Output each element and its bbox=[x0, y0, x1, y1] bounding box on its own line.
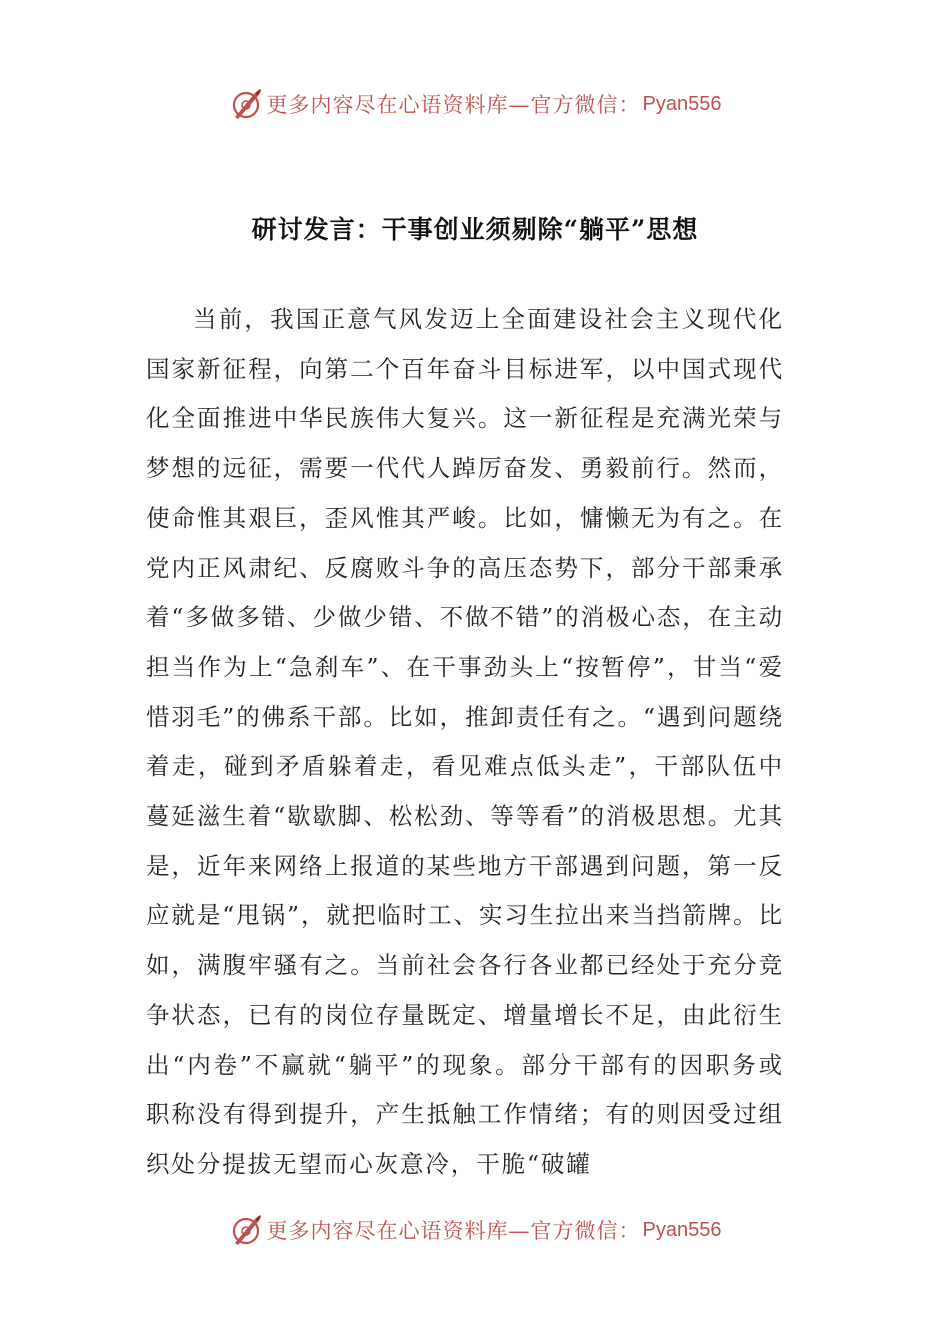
watermark-text: 更多内容尽在心语资料库—官方微信： bbox=[266, 1219, 641, 1243]
pen-circle-logo-icon bbox=[229, 1213, 263, 1247]
watermark-footer bbox=[0, 1210, 950, 1250]
watermark-text: 更多内容尽在心语资料库—官方微信： bbox=[266, 93, 641, 117]
watermark-wechat-id: Pyan556 bbox=[642, 1218, 722, 1241]
body-paragraph: 当前，我国正意气风发迈上全面建设社会主义现代化国家新征程，向第二个百年奋斗目标进军，以中国式现代化全面推进中华民族伟大复兴。这一新征程是充满光荣与梦想的远征，需要一代代人踔厉奋发、勇毅前行。然而，使命惟其艰巨，歪风惟其严峻。比如，慵懒无为有之。在党内正风肃纪、反腐败斗争的高压态势下，部分干部秉承着“多做多错、少做少错、不做不错”的消极心态，在主动担当作为上“急刹车”、在干事劲头上“按暂停”，甘当“爱惜羽毛”的佛系干部。比如，推卸责任有之。“遇到问题绕着走，碰到矛盾躲着走，看见难点低头走”，干部队伍中蔓延滋生着“歇歇脚、松松劲、等等看”的消极思想。尤其是，近年来网络上报道的某些地方干部遇到问题，第一反应就是“甩锅”，就把临时工、实习生拉出来当挡箭牌。比如，满腹牢骚有之。当前社会各行各业都已经处于充分竞争状态，已有的岗位存量既定、增量增长不足，由此衍生出“内卷”不赢就“躺平”的现象。部分干部有的因职务或职称没有得到提升，产生抵触工作情绪；有的则因受过组织处分提拔无望而心灰意冷，干脆“破罐 bbox=[146, 305, 784, 1178]
pen-circle-logo-icon bbox=[229, 87, 263, 121]
document-title: 研讨发言：干事创业须剔除“躺平”思想 bbox=[251, 215, 699, 244]
watermark-header bbox=[0, 84, 950, 124]
watermark-wechat-id: Pyan556 bbox=[642, 92, 722, 115]
